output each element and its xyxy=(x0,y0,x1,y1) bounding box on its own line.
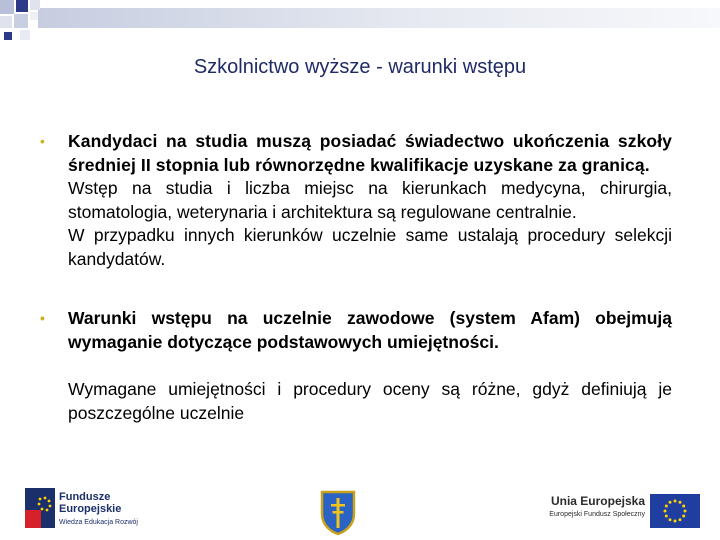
corner-decoration xyxy=(0,0,720,50)
slide-content xyxy=(40,130,672,425)
bullet-dot-icon: • xyxy=(40,133,45,149)
corner-square xyxy=(4,32,12,40)
corner-square xyxy=(30,12,38,20)
fe-mark-icon xyxy=(25,488,55,528)
coat-of-arms-icon xyxy=(318,490,358,536)
bullet-item xyxy=(40,307,672,354)
slide-title: Szkolnictwo wyższe - warunki wstępu xyxy=(193,56,527,78)
fe-logo-text: Fundusze xyxy=(59,491,111,503)
bullet-lead-text: Kandydaci na studia muszą posiadać świadectwo ukończenia szkoły średniej II stopnia lub równorzędne kwalifikacje uzyskane za granicą. xyxy=(68,131,672,175)
corner-square xyxy=(0,0,14,14)
bullet-dot-icon: • xyxy=(40,310,45,326)
corner-square xyxy=(14,14,28,28)
top-band xyxy=(38,8,720,28)
eu-logo-subtitle: Europejski Fundusz Społeczny xyxy=(549,511,645,518)
corner-square xyxy=(30,0,40,10)
eu-flag-icon xyxy=(650,494,700,528)
fundusze-europejskie-logo xyxy=(25,488,150,534)
footer-logos xyxy=(0,484,720,540)
fe-logo-subtext: Wiedza Edukacja Rozwój xyxy=(59,519,138,526)
bullet-item xyxy=(40,130,672,271)
bullet-paragraph: W przypadku innych kierunków uczelnie same ustalają procedury selekcji kandydatów. xyxy=(68,225,672,269)
eu-logo-text xyxy=(540,494,645,518)
eu-logo-title: Unia Europejska xyxy=(550,494,645,508)
corner-square xyxy=(16,0,28,12)
bullet-lead-text: Warunki wstępu na uczelnie zawodowe (system Afam) obejmują wymaganie dotyczące podstawowych umiejętności. xyxy=(68,308,672,352)
fe-logo-text: Europejskie xyxy=(59,503,122,515)
corner-square xyxy=(20,30,30,40)
bullet-paragraph: Wstęp na studia i liczba miejsc na kierunkach medycyna, chirurgia, stomatologia, weterynaria i architektura są regulowane centralnie. xyxy=(68,178,672,222)
corner-square xyxy=(0,16,12,28)
plain-paragraph: Wymagane umiejętności i procedury oceny są różne, gdyż definiują je poszczególne uczelnie xyxy=(68,379,672,423)
